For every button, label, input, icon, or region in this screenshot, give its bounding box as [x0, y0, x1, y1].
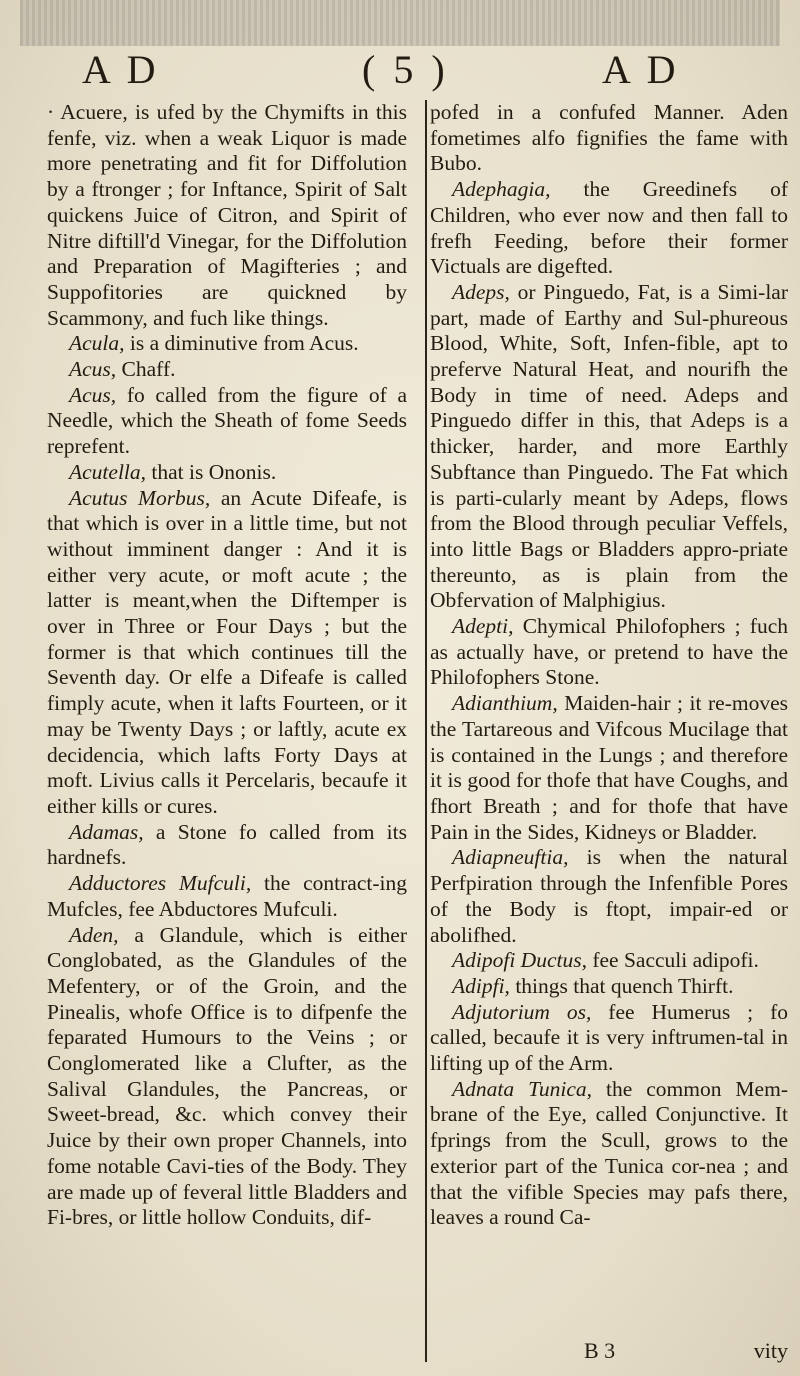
entry-text: the contract-ing Mufcles, fee Abductores Mufculi.	[47, 871, 407, 921]
entry-headword: Adephagia,	[452, 177, 551, 202]
entry-headword: Adepti,	[452, 614, 514, 639]
entry	[47, 100, 407, 331]
entry-headword: Adjutorium os,	[452, 999, 592, 1024]
entry-headword: Acutus Morbus,	[69, 485, 211, 510]
entry	[47, 486, 407, 820]
entry-text: that is Ononis.	[146, 459, 277, 484]
entry-headword: Aden,	[69, 922, 119, 947]
entry	[430, 845, 788, 948]
entry-headword: Adianthium,	[452, 691, 558, 716]
entry	[430, 974, 788, 1000]
right-column	[430, 100, 788, 1231]
entry-headword: Adiapneuftia,	[452, 845, 569, 870]
entry	[47, 383, 407, 460]
header-right-guideword: A D	[602, 47, 680, 92]
entry	[430, 1000, 788, 1077]
entry-text: a Glandule, which is either Conglobated, as the Glandules of the Mefentery, or of the Groin, and the Pinealis, whofe Office is to difpenfe the feparated Humours to the Veins ; or Conglomerated like a Clufter, as the Salival Glandules, the Pancreas, or Sweet-bread, &c. which convey their Juice by their own proper Channels, into fome notable Cavi-ties of the Body. They are made up of feveral little Bladders and Fi-bres, or little hollow Conduits, dif-	[47, 922, 407, 1230]
entry	[47, 460, 407, 486]
entry-text: is a diminutive from Acus.	[124, 331, 359, 356]
catchword: vity	[753, 1338, 788, 1363]
entry-text: an Acute Difeafe, is that which is over in a little time, but not without imminent danger : And it is either very acute, or moft acute ; the latter is meant,when the Diftemper is over in Three or Four Days ; but the former is that which continues till the Seventh day. Or elfe a Difeafe is called fimply acute, when it lafts Fourteen, or it may be Twenty Days ; or laftly, acute ex decidencia, which lafts Forty Days at moft. Livius calls it Percelaris, becaufe it either kills or cures.	[47, 485, 407, 818]
entry-text: · Acuere, is ufed by the Chymifts in this fenfe, viz. when a weak Liquor is made more penetrating and fit for Diffolution by a ftronger ; for Inftance, Spirit of Salt quickens Juice of Citron, and Spirit of Nitre diftill'd Vinegar, for the Diffolution and Preparation of Magifteries ; and Suppofitories are quickned by Scammony, and fuch like things.	[47, 100, 407, 330]
signature-mark: B 3	[584, 1338, 616, 1363]
entry	[430, 614, 788, 691]
page-number: ( 5 )	[362, 47, 449, 92]
entry-headword: Adeps,	[452, 279, 510, 304]
left-column	[47, 100, 407, 1231]
column-rule	[425, 100, 427, 1362]
top-edge-shadow	[20, 0, 780, 46]
entry-text: the common Mem-brane of the Eye, called Conjunctive. It fprings from the Scull, grows to the exterior part of the Tunica cor-nea ; and that the vifible Species may pafs there, leaves a round Ca-	[430, 1076, 788, 1230]
entry	[430, 280, 788, 614]
entry-headword: Acutella,	[69, 459, 147, 484]
entry-text: is when the natural Perfpiration through the Infenfible Pores of the Body is ftopt, impair-ed or abolifhed.	[430, 845, 788, 947]
entry-headword: Acula,	[69, 331, 125, 356]
entry-text: Chymical Philofophers ; fuch as actually have, or pretend to have the Philofophers Stone.	[430, 614, 788, 690]
entry-headword: Adipofi Ductus,	[452, 948, 587, 973]
entry-text: Chaff.	[116, 357, 176, 382]
entry-text: fee Sacculi adipofi.	[586, 948, 759, 973]
entry	[430, 1077, 788, 1231]
entry	[47, 331, 407, 357]
entry	[430, 100, 788, 177]
entry-text: or Pinguedo, Fat, is a Simi-lar part, made of Earthy and Sul-phureous Blood, White, Soft, Infen-fible, apt to preferve Natural Heat, and nourifh the Body in time of need. Adeps and Pinguedo differ in this, that Adeps is a thicker, harder, and more Earthly Subftance than Pinguedo. The Fat which is parti-cularly meant by Adeps, flows from the Blood through peculiar Veffels, into little Bags or Bladders appro-priate thereunto, as is plain from the Obfervation of Malphigius.	[430, 279, 788, 613]
header-left-guideword: A D	[82, 47, 160, 92]
entry-text: things that quench Thirft.	[509, 973, 734, 998]
entry-headword: Acus,	[69, 382, 117, 407]
entry-headword: Adamas,	[69, 819, 144, 844]
entry	[430, 948, 788, 974]
page-footer	[430, 1338, 788, 1368]
entry-text: a Stone fo called from its hardnefs.	[47, 819, 407, 870]
entry-text: Maiden-hair ; it re-moves the Tartareous and Vifcous Mucilage that is contained in the Lungs ; and therefore it is good for thofe that have Coughs, and fhort Breath ; and for thofe that have Pain in the Sides, Kidneys or Bladder.	[430, 691, 788, 844]
entry	[47, 357, 407, 383]
entry	[47, 871, 407, 922]
running-header	[0, 46, 800, 96]
entry-headword: Adipfi,	[452, 973, 510, 998]
entry-text: pofed in a confufed Manner. Aden fometimes alfo fignifies the fame with Bubo.	[430, 100, 788, 176]
entry-text: the Greedinefs of Children, who ever now and then fall to frefh Feeding, before their former Victuals are digefted.	[430, 177, 788, 279]
entry-text: fee Humerus ; fo called, becaufe it is very inftrumen-tal in lifting up of the Arm.	[430, 999, 788, 1076]
entry-text: fo called from the figure of a Needle, which the Sheath of fome Seeds reprefent.	[47, 382, 407, 459]
entry	[47, 923, 407, 1231]
entry	[47, 820, 407, 871]
entry-headword: Adductores Mufculi,	[69, 871, 252, 896]
entry	[430, 691, 788, 845]
entry-headword: Adnata Tunica,	[452, 1076, 592, 1101]
entry	[430, 177, 788, 280]
entry-headword: Acus,	[69, 357, 117, 382]
